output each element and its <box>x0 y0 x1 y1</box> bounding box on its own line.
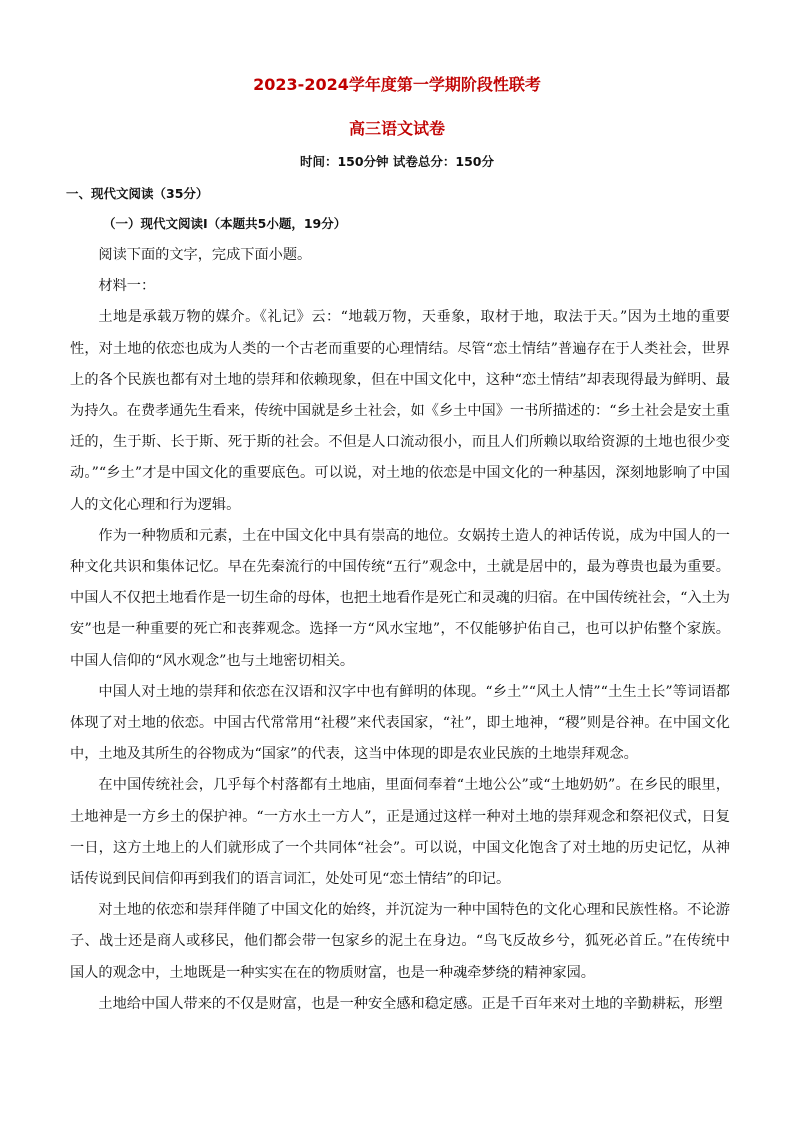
exam-title: 2023-2024学年度第一学期阶段性联考 <box>253 75 541 94</box>
exam-subtitle: 高三语文试卷 <box>348 119 445 138</box>
reading-body <box>70 240 730 1020</box>
paragraph: 对土地的依恋和崇拜伴随了中国文化的始终，并沉淀为一种中国特色的文化心理和民族性格。不论游子、战士还是商人或移民，他们都会带一包家乡的泥土在身边。“鸟飞反故乡兮，狐死必首丘。”在传统中国人的观念中，土地既是一种实实在在的物质财富，也是一种魂牵梦绕的精神家园。 <box>70 902 730 981</box>
paragraph: 中国人对土地的崇拜和依恋在汉语和汉字中也有鲜明的体现。“乡土”“风土人情”“土生土长”等词语都体现了对土地的依恋。中国古代常常用“社稷”来代表国家，“社”，即土地神，“稷”则是谷神。在中国文化中，土地及其所生的谷物成为“国家”的代表，这当中体现的即是农业民族的土地崇拜观念。 <box>70 683 730 763</box>
paragraph: 土地给中国人带来的不仅是财富，也是一种安全感和稳定感。正是千百年来对土地的辛勤耕耘，形塑 <box>98 995 723 1012</box>
paragraph: 作为一种物质和元素，土在中国文化中具有崇高的地位。女娲抟土造人的神话传说，成为中国人的一种文化共识和集体记忆。早在先秦流行的中国传统“五行”观念中，土就是居中的，最为尊贵也最为重要。中国人不仅把土地看作是一切生命的母体，也把土地看作是死亡和灵魂的归宿。在中国传统社会，“入土为安”也是一种重要的死亡和丧葬观念。选择一方“风水宝地”，不仅能够护佑自己，也可以护佑整个家族。中国人信仰的“风水观念”也与土地密切相关。 <box>70 527 730 669</box>
material-label: 材料一： <box>98 278 156 295</box>
exam-time-score: 时间：150分钟 试卷总分：150分 <box>299 154 495 169</box>
instruction-text: 阅读下面的文字，完成下面小题。 <box>98 247 312 263</box>
section-heading: 一、现代文阅读（35分） <box>66 186 209 201</box>
subsection-heading: （一）现代文阅读Ⅰ（本题共5小题，19分） <box>103 216 347 231</box>
paragraph: 在中国传统社会，几乎每个村落都有土地庙，里面伺奉着“土地公公”或“土地奶奶”。在乡民的眼里，土地神是一方乡土的保护神。“一方水土一方人”，正是通过这样一种对土地的崇拜观念和祭祀仪式，日复一日，这方土地上的人们就形成了一个共同体“社会”。可以说，中国文化饱含了对土地的历史记忆，从神话传说到民间信仰再到我们的语言词汇，处处可见“恋土情结”的印记。 <box>70 777 730 888</box>
paragraph: 土地是承载万物的媒介。《礼记》云：“地载万物，天垂象，取材于地，取法于天。”因为土地的重要性，对土地的依恋也成为人类的一个古老而重要的心理情结。尽管“恋土情结”普遍存在于人类社会，世界上的各个民族也都有对土地的崇拜和依赖现象，但在中国文化中，这种“恋土情结”却表现得最为鲜明、最为持久。在费孝通先生看来，传统中国就是乡土社会，如《乡土中国》一书所描述的：“乡土社会是安土重迁的，生于斯、长于斯、死于斯的社会。不但是人口流动很小，而且人们所赖以取给资源的土地也很少变动。”“乡土”才是中国文化的重要底色。可以说，对土地的依恋是中国文化的一种基因，深刻地影响了中国人的文化心理和行为逻辑。 <box>70 309 730 513</box>
